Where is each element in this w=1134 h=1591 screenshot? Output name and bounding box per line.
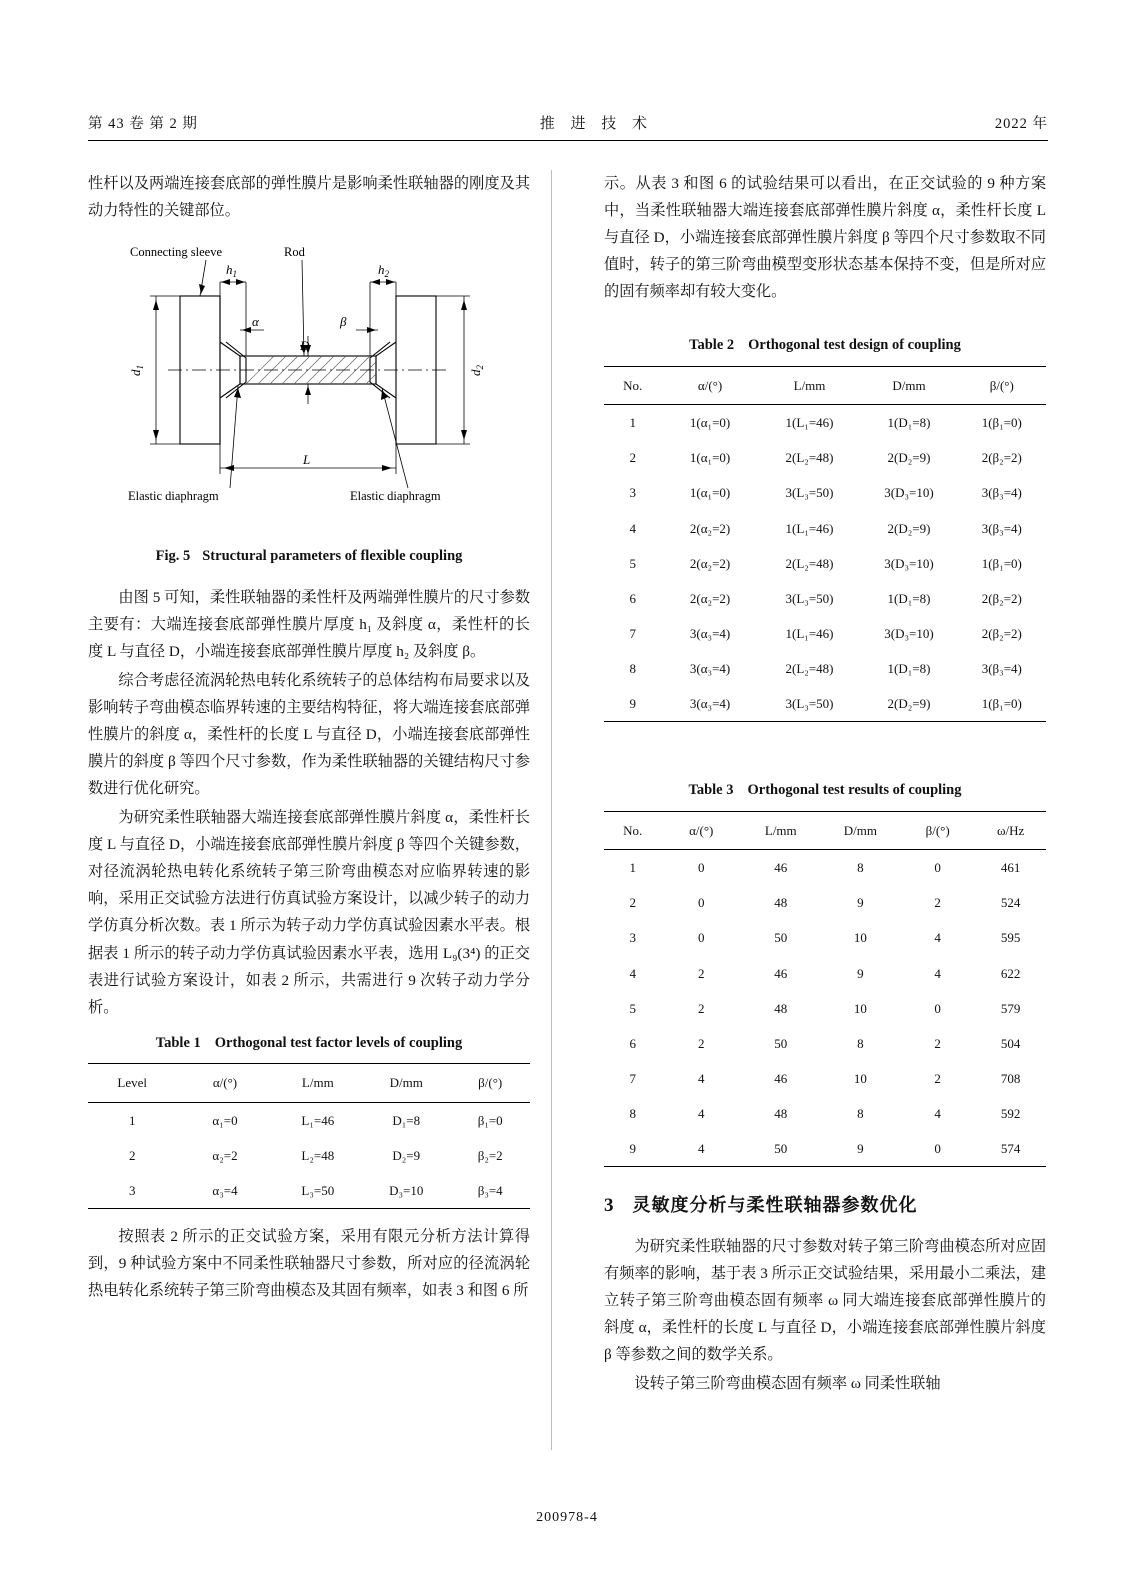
table-3-cell: 2: [697, 1035, 705, 1051]
table-3-cell: 48: [774, 895, 788, 911]
table-3-cell: 46: [774, 860, 788, 876]
table-1-cell: 3: [88, 1173, 176, 1209]
table-3-cell: 4: [934, 1106, 941, 1122]
table-2-header-row: [604, 367, 1046, 405]
table-1-caption-text: Orthogonal test factor levels of coupling: [214, 1034, 463, 1051]
table-2-wrapper: [604, 333, 1046, 722]
table-1-header-row: [88, 1064, 530, 1102]
table-1-col-level: Level: [88, 1064, 176, 1102]
table-row: [604, 885, 1046, 920]
label-d2: $d_2$: [468, 365, 485, 377]
table-1-cell: α₃=4: [176, 1173, 273, 1209]
label-elastic-diaphragm-left: Elastic diaphragm: [128, 489, 219, 504]
table-1-col-L: L/mm: [274, 1064, 362, 1102]
table-2-cell: 1(β₁=0): [981, 415, 1022, 431]
table-3-cell: 0: [697, 895, 705, 911]
table-2-cell: 1(D₁=8): [887, 415, 931, 431]
table-row: [88, 1102, 530, 1138]
table-3-cell: 0: [934, 1000, 941, 1016]
table-1-wrapper: [88, 1031, 530, 1209]
table-3-cell: 10: [853, 1000, 867, 1016]
right-paragraph-2: 为研究柔性联轴器的尺寸参数对转子第三阶弯曲模态所对应固有频率的影响，基于表 3 所示正交试验结果，采用最小二乘法，建立转子第三阶弯曲模态固有频率 ω 同大端连接套底部弹性膜片的斜度 α，柔性杆的长度 L 与直径 D，小端连接套底部弹性膜片斜度 β 等参数之间的数学关系。: [604, 1238, 1046, 1364]
section-number: 3: [604, 1195, 615, 1217]
table-1-cell: D₂=9: [392, 1147, 421, 1163]
label-beta: β: [340, 314, 347, 330]
table-row: [604, 1061, 1046, 1096]
table-2-cell: 2(β₂=2): [981, 450, 1022, 466]
label-connecting-sleeve: Connecting sleeve: [130, 245, 222, 260]
table-2-cell: 1(α₁=0): [689, 415, 731, 431]
table-3-cell: 0: [697, 860, 705, 876]
table-1-caption-label: Table 1: [155, 1034, 201, 1051]
left-paragraph-1: 性杆以及两端连接套底部的弹性膜片是影响柔性联轴器的刚度及其动力特性的关键部位。: [88, 175, 530, 220]
right-column: [604, 170, 1046, 1399]
table-row: [604, 651, 1046, 686]
table-3-cell: 48: [774, 1000, 788, 1016]
figure-5: [88, 238, 530, 538]
table-3-cell: 10: [853, 1070, 867, 1086]
table-3-cell: 46: [774, 1070, 788, 1086]
table-3-cell: 8: [857, 860, 864, 876]
table-1-cell: L₂=48: [301, 1147, 335, 1163]
table-2-cell: 1(L₁=46): [785, 625, 834, 641]
coupling-structure-diagram: [88, 238, 530, 538]
table-2-cell: 2(β₂=2): [981, 625, 1022, 641]
table-3-cell: 4: [661, 1131, 741, 1167]
table-2-cell: 3(D₃=10): [884, 555, 934, 571]
table-3-col-D: D/mm: [821, 812, 901, 850]
table-2-cell: 2(D₂=9): [860, 686, 957, 722]
table-2-cell: 3(α₃=4): [661, 686, 758, 722]
table-2-cell: 3: [629, 485, 636, 501]
table-1-cell: 2: [128, 1147, 136, 1163]
table-2-cell: 2(L₂=48): [785, 661, 834, 677]
label-L: L: [303, 452, 311, 468]
table-2-cell: 2(β₂=2): [981, 590, 1022, 606]
table-2-cell: 8: [629, 661, 636, 677]
table-1-cell: L₁=46: [301, 1112, 335, 1128]
table-3-cell: 2: [934, 1035, 941, 1051]
table-row: [88, 1138, 530, 1173]
table-3-cell: 9: [857, 965, 864, 981]
table-3-cell: 48: [774, 1106, 788, 1122]
table-2-cell: 1: [629, 415, 636, 431]
page-footer: [0, 1510, 1134, 1526]
label-rod: Rod: [284, 245, 305, 260]
table-row: [604, 1026, 1046, 1061]
table-2-col-D: D/mm: [860, 367, 957, 405]
table-2-cell: 2(α₂=2): [689, 520, 731, 536]
table-2-cell: 3(α₃=4): [689, 661, 731, 677]
table-3-cell: 592: [1000, 1106, 1021, 1122]
table-3-cell: 9: [857, 895, 864, 911]
table-1-caption: [88, 1031, 530, 1057]
table-3-cell: 2: [697, 965, 705, 981]
table-3-cell: 1: [629, 860, 636, 876]
table-2-cell: 6: [629, 590, 636, 606]
table-3-cell: 5: [629, 1000, 636, 1016]
table-2-cell: 2(α₂=2): [689, 555, 731, 571]
table-1: [88, 1063, 530, 1209]
table-1-col-alpha: α/(°): [176, 1064, 273, 1102]
table-row: [604, 920, 1046, 955]
column-divider: [551, 170, 552, 1450]
table-2-cell: 1(L₁=46): [785, 415, 834, 431]
table-2-cell: 1(α₁=0): [689, 450, 731, 466]
table-3-cell: 2: [934, 895, 941, 911]
table-3: [604, 811, 1046, 1167]
left-paragraph-5: 按照表 2 所示的正交试验方案，采用有限元分析方法计算得到，9 种试验方案中不同柔性联轴器尺寸参数，所对应的径流涡轮热电转化系统转子第三阶弯曲模态及其固有频率，如表 3 和图 6 所: [88, 1227, 530, 1300]
table-3-cell: 4: [697, 1070, 705, 1086]
label-alpha: α: [252, 314, 259, 330]
table-2-caption-text: Orthogonal test design of coupling: [748, 337, 961, 354]
table-2-cell: 2(L₂=48): [785, 555, 834, 571]
table-1-cell: L₃=50: [274, 1173, 362, 1209]
table-3-cell: 574: [975, 1131, 1046, 1167]
table-3-cell: 2: [934, 1070, 941, 1086]
table-2-col-no: No.: [604, 367, 661, 405]
table-2-col-L: L/mm: [759, 367, 861, 405]
table-row: [604, 616, 1046, 651]
table-3-col-alpha: α/(°): [661, 812, 741, 850]
table-2-cell: 1(D₁=8): [887, 590, 931, 606]
table-3-cell: 708: [1000, 1070, 1021, 1086]
table-3-cell: 9: [821, 1131, 901, 1167]
table-2-cell: 4: [629, 520, 636, 536]
table-row: [604, 440, 1046, 475]
left-paragraph-2: 由图 5 可知，柔性联轴器的柔性杆及两端弹性膜片的尺寸参数主要有：大端连接套底部弹性膜片厚度 h₁ 及斜度 α，柔性杆的长度 L 与直径 D，小端连接套底部弹性膜片厚度 h₂ 及斜度 β。: [88, 588, 530, 660]
table-1-cell: α₂=2: [212, 1147, 238, 1163]
table-1-cell: D₁=8: [392, 1112, 421, 1128]
table-row: [604, 581, 1046, 616]
table-3-cell: 8: [857, 1106, 864, 1122]
table-3-cell: 524: [1000, 895, 1021, 911]
table-1-col-D: D/mm: [362, 1064, 450, 1102]
table-2-cell: 3(β₃=4): [981, 485, 1022, 501]
table-3-cell: 461: [1000, 860, 1021, 876]
table-2-cell: 3(α₃=4): [689, 625, 731, 641]
table-2-cell: 7: [629, 625, 636, 641]
table-row: [604, 546, 1046, 581]
table-1-cell: D₃=10: [362, 1173, 450, 1209]
table-2-cell: 3(D₃=10): [884, 485, 934, 501]
table-2-cell: 2(L₂=48): [785, 450, 834, 466]
table-3-cell: 50: [774, 930, 788, 946]
table-2-cell: 3(β₃=4): [981, 520, 1022, 536]
right-paragraph-1: 示。从表 3 和图 6 的试验结果可以看出，在正交试验的 9 种方案中，当柔性联轴器大端连接套底部弹性膜片斜度 α，柔性杆长度 L 与直径 D，小端连接套底部弹性膜片斜度 β 等四个尺寸参数取不同值时，转子的第三阶弯曲模型变形状态基本保持不变，但是所对应的固有频率却有较大变化。: [604, 175, 1046, 301]
table-2-caption-label: Table 2: [689, 337, 735, 354]
table-3-cell: 0: [934, 860, 941, 876]
table-2-cell: 3(L₃=50): [785, 590, 834, 606]
table-1-cell: β₁=0: [477, 1112, 503, 1128]
table-2-cell: 2(D₂=9): [887, 450, 931, 466]
table-row: [604, 686, 1046, 722]
table-2-cell: 3(β₃=4): [981, 661, 1022, 677]
table-2-cell: 1(D₁=8): [887, 661, 931, 677]
table-1-col-beta: β/(°): [450, 1064, 530, 1102]
table-3-cell: 8: [857, 1035, 864, 1051]
left-column: [88, 170, 530, 1306]
table-3-wrapper: [604, 778, 1046, 1167]
table-3-cell: 4: [934, 930, 941, 946]
table-3-cell: 50: [741, 1131, 821, 1167]
label-h2: $h_2$: [378, 262, 389, 280]
header-year: 2022 年: [994, 116, 1048, 132]
table-2-cell: 1(β₁=0): [981, 555, 1022, 571]
table-3-header-row: [604, 812, 1046, 850]
section-heading-3: [604, 1189, 1046, 1223]
page-identifier: 200978-4: [536, 1510, 598, 1525]
figure-5-caption-label: Fig. 5: [155, 548, 191, 565]
label-D: D: [300, 338, 310, 354]
table-2-cell: 1(β₁=0): [958, 686, 1046, 722]
header-divider: [88, 140, 1048, 141]
table-3-cell: 7: [629, 1070, 636, 1086]
table-2-caption: [604, 333, 1046, 359]
table-3-cell: 504: [1000, 1035, 1021, 1051]
table-3-cell: 2: [697, 1000, 705, 1016]
table-row: [604, 850, 1046, 886]
page-header: [88, 112, 1048, 133]
table-2-cell: 3(L₃=50): [759, 686, 861, 722]
table-3-cell: 10: [853, 930, 867, 946]
right-paragraph-3: 设转子第三阶弯曲模态固有频率 ω 同柔性联轴: [634, 1375, 941, 1393]
label-d1: $d_1$: [128, 365, 145, 377]
table-2-cell: 9: [604, 686, 661, 722]
table-3-cell: 579: [1000, 1000, 1021, 1016]
table-3-cell: 2: [629, 895, 636, 911]
table-2-col-alpha: α/(°): [661, 367, 758, 405]
table-3-caption-label: Table 3: [688, 782, 734, 799]
label-h1: $h_1$: [226, 262, 237, 280]
label-elastic-diaphragm-right: Elastic diaphragm: [350, 489, 441, 504]
table-2-cell: 5: [629, 555, 636, 571]
table-3-cell: 595: [1000, 930, 1021, 946]
table-3-col-L: L/mm: [741, 812, 821, 850]
table-3-cell: 4: [934, 965, 941, 981]
table-row: [604, 405, 1046, 441]
table-2-cell: 3(L₃=50): [785, 485, 834, 501]
table-3-caption-text: Orthogonal test results of coupling: [747, 782, 962, 799]
table-3-cell: 50: [774, 1035, 788, 1051]
table-2-col-beta: β/(°): [958, 367, 1046, 405]
table-3-cell: 6: [629, 1035, 636, 1051]
table-1-cell: β₃=4: [450, 1173, 530, 1209]
table-3-cell: 0: [697, 930, 705, 946]
table-3-cell: 4: [629, 965, 636, 981]
header-journal-title: 推 进 技 术: [539, 116, 653, 132]
table-3-cell: 0: [900, 1131, 975, 1167]
table-2: [604, 366, 1046, 722]
table-2-cell: 1(L₁=46): [785, 520, 834, 536]
table-3-col-no: No.: [604, 812, 661, 850]
table-3-cell: 3: [629, 930, 636, 946]
section-title: 灵敏度分析与柔性联轴器参数优化: [632, 1195, 918, 1216]
figure-5-caption: [88, 544, 530, 570]
table-row: [604, 475, 1046, 510]
table-2-cell: 3(D₃=10): [884, 625, 934, 641]
figure-5-caption-text: Structural parameters of flexible coupling: [202, 548, 463, 565]
table-2-cell: 1(α₁=0): [689, 485, 731, 501]
table-1-cell: 1: [128, 1112, 136, 1128]
table-row: [604, 991, 1046, 1026]
table-2-cell: 2(α₂=2): [689, 590, 731, 606]
table-row: [604, 956, 1046, 991]
left-paragraph-3: 综合考虑径流涡轮热电转化系统转子的总体结构布局要求以及影响转子弯曲模态临界转速的主要结构特征，将大端连接套底部弹性膜片的斜度 α，柔性杆的长度 L 与直径 D，小端连接套底部弹性膜片的斜度 β 等四个尺寸参数，作为柔性联轴器的关键结构尺寸参数进行优化研究。: [88, 672, 530, 798]
table-1-cell: α₁=0: [212, 1112, 238, 1128]
table-2-cell: 2: [629, 450, 636, 466]
table-row: [604, 1096, 1046, 1131]
table-3-cell: 9: [604, 1131, 661, 1167]
table-3-col-omega: ω/Hz: [975, 812, 1046, 850]
table-row: [88, 1173, 530, 1209]
table-3-cell: 622: [1000, 965, 1021, 981]
table-row: [604, 1131, 1046, 1167]
table-3-cell: 46: [774, 965, 788, 981]
table-3-caption: [604, 778, 1046, 804]
table-1-cell: β₂=2: [477, 1147, 503, 1163]
table-2-cell: 2(D₂=9): [887, 520, 931, 536]
left-paragraph-4: 为研究柔性联轴器大端连接套底部弹性膜片斜度 α，柔性杆长度 L 与直径 D，小端连接套底部弹性膜片斜度 β 等四个关键参数，对径流涡轮热电转化系统转子第三阶弯曲模态对应临界转速的影响，采用正交试验方法进行仿真试验方案设计，以减少转子的动力学仿真分析次数。表 1 所示为转子动力学仿真试验因素水平表。根据表 1 所示的转子动力学仿真试验因素水平表，选用 L₉(3⁴) 的正交表进行试验方案设计，如表 2 所示，共需进行 9 次转子动力学分析。: [88, 809, 530, 1016]
table-row: [604, 511, 1046, 546]
table-3-cell: 4: [697, 1106, 705, 1122]
header-volume: 第 43 卷 第 2 期: [88, 116, 198, 132]
table-3-cell: 8: [629, 1106, 636, 1122]
table-3-col-beta: β/(°): [900, 812, 975, 850]
